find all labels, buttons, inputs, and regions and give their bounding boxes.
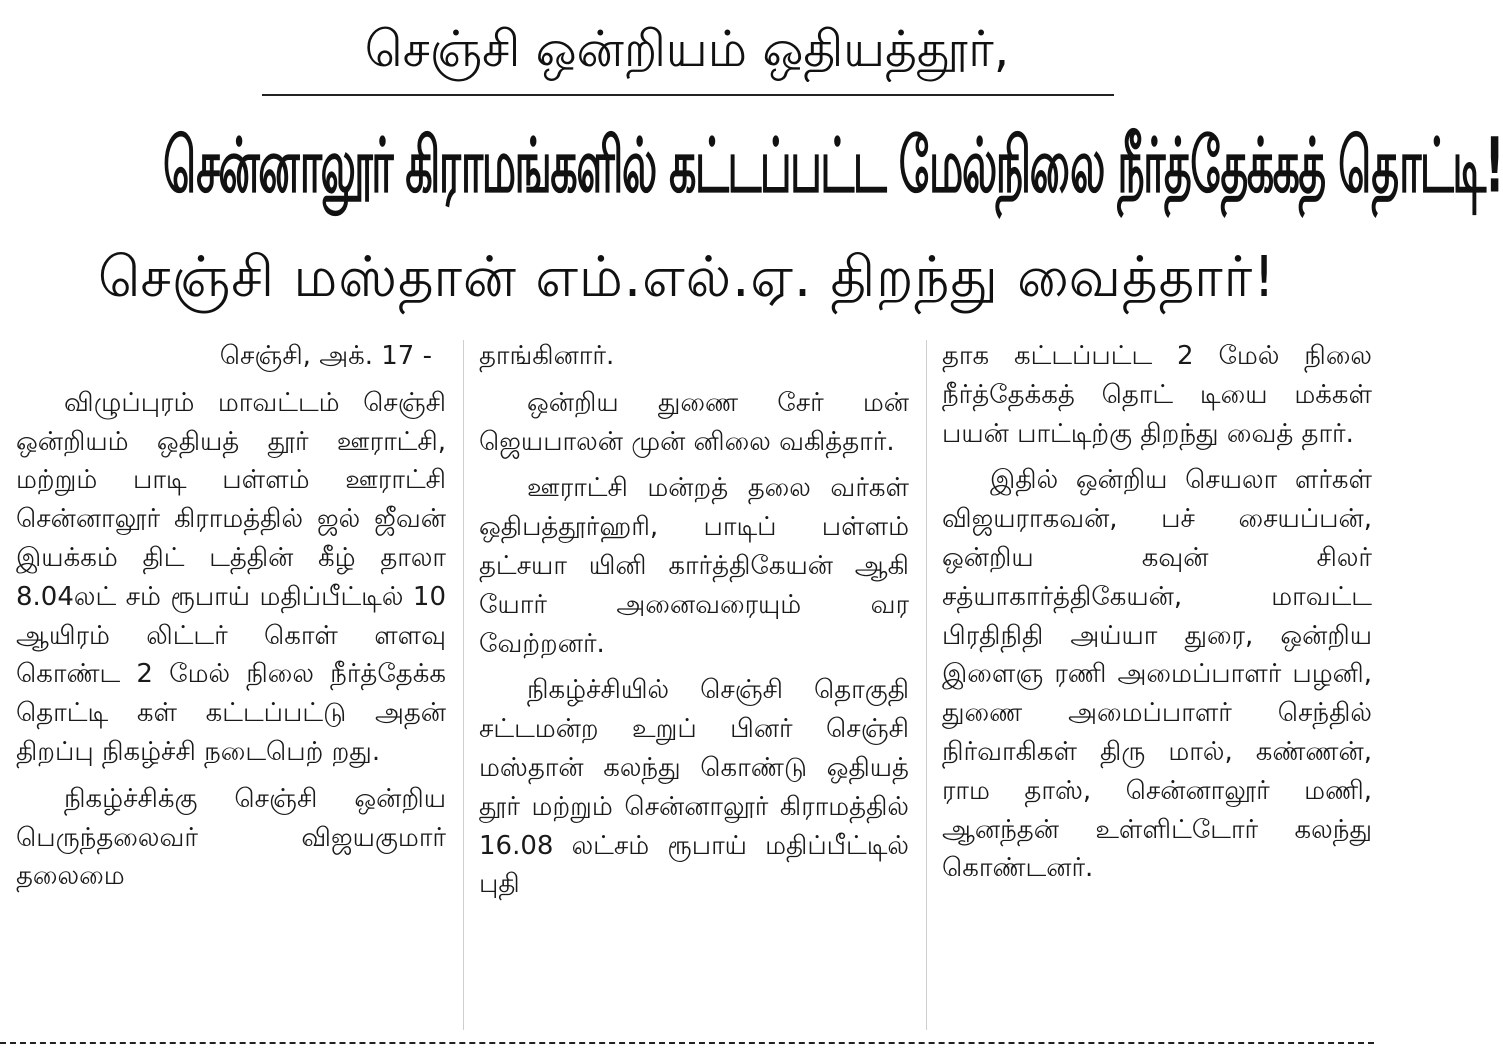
kicker-headline: செஞ்சி ஒன்றியம் ஒதியத்தூர், bbox=[364, 20, 1010, 78]
dateline: செஞ்சி, அக். 17 - bbox=[219, 341, 432, 371]
article-column-2 bbox=[479, 337, 909, 1032]
paragraph: ஊராட்சி மன்றத் தலை வர்கள் ஒதிபத்தூர்ஹரி, பாடிப் பள்ளம் தட்சயா யினி கார்த்திகேயன் ஆகி யோர் அனைவரையும் வர வேற்றனர். bbox=[479, 473, 909, 659]
sub-headline: செஞ்சி மஸ்தான் எம்.எல்.ஏ. திறந்து வைத்தார்! bbox=[97, 245, 1277, 310]
paragraph: ஒன்றிய துணை சேர் மன் ஜெயபாலன் முன் னிலை வகித்தார். bbox=[479, 387, 909, 457]
paragraph-continuation: தாங்கினார். bbox=[479, 341, 615, 371]
article-column-3 bbox=[942, 337, 1372, 1032]
main-headline: சென்னாலூர் கிராமங்களில் கட்டப்பட்ட மேல்நிலை நீர்த்தேக்கத் தொட்டி! bbox=[163, 122, 1503, 211]
kicker-underline bbox=[262, 94, 1114, 96]
article-column-1 bbox=[16, 337, 446, 1032]
paragraph: இதில் ஒன்றிய செயலா ளர்கள் விஜயராகவன், பச் சையப்பன், ஒன்றிய கவுன் சிலர் சத்யாகார்த்திகேயன், மாவட்ட பிரதிநிதி அய்யா துரை, ஒன்றிய இளைஞ ரணி அமைப்பாளர் பழனி, துணை அமைப்பாளர் செந்தில் நிர்வாகிகள் திரு மால், கண்ணன், ராம தாஸ், சென்னாலூர் மணி, ஆனந்தன் உள்ளிட்டோர் கலந்து கொண்டனர். bbox=[942, 465, 1372, 884]
paragraph-continuation: தாக கட்டப்பட்ட 2 மேல் நிலை நீர்த்தேக்கத் தொட் டியை மக்கள் பயன் பாட்டிற்கு திறந்து வைத் தார். bbox=[942, 341, 1372, 449]
column-divider bbox=[463, 340, 464, 1030]
bottom-dashed-rule bbox=[0, 1042, 1374, 1044]
paragraph: விழுப்புரம் மாவட்டம் செஞ்சி ஒன்றியம் ஒதியத் தூர் ஊராட்சி, மற்றும் பாடி பள்ளம் ஊராட்சி சென்னாலூர் கிராமத்தில் ஜல் ஜீவன் இயக்கம் திட் டத்தின் கீழ் தாலா 8.04லட் சம் ரூபாய் மதிப்பீட்டில் 10 ஆயிரம் லிட்டர் கொள் ளளவு கொண்ட 2 மேல் நிலை நீர்த்தேக்க தொட்டி கள் கட்டப்பட்டு அதன் திறப்பு நிகழ்ச்சி நடைபெற் றது. bbox=[16, 387, 446, 767]
paragraph: நிகழ்ச்சிக்கு செஞ்சி ஒன்றிய பெருந்தலைவர் விஜயகுமார் தலைமை bbox=[16, 783, 446, 892]
paragraph: நிகழ்ச்சியில் செஞ்சி தொகுதி சட்டமன்ற உறுப் பினர் செஞ்சி மஸ்தான் கலந்து கொண்டு ஒதியத் தூர் மற்றும் சென்னாலூர் கிராமத்தில் 16.08 லட்சம் ரூபாய் மதிப்பீட்டில் புதி bbox=[479, 675, 909, 900]
column-divider bbox=[926, 340, 927, 1030]
